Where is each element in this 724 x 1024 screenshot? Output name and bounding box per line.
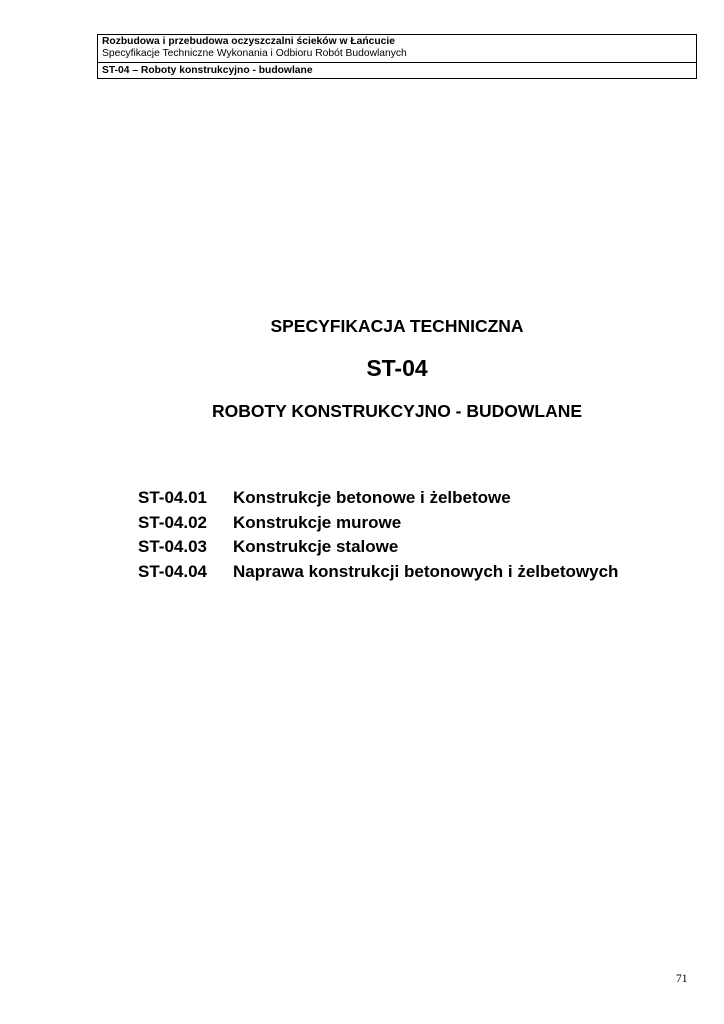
header-top-cell (98, 35, 696, 63)
toc-item (138, 562, 618, 587)
document-header (97, 34, 697, 79)
project-title: Rozbudowa i przebudowa oczyszczalni ścieków w Łańcucie (102, 36, 395, 47)
page-number: 71 (676, 973, 688, 985)
table-of-contents (138, 488, 618, 586)
spec-code: ST-04 (366, 355, 428, 381)
toc-item-title: Konstrukcje stalowe (233, 537, 399, 556)
document-subtitle: Specyfikacje Techniczne Wykonania i Odbioru Robót Budowlanych (102, 48, 407, 59)
section-label: ST-04 – Roboty konstrukcyjno - budowlane (102, 65, 313, 76)
toc-item (138, 513, 618, 538)
toc-item-code: ST-04.04 (138, 561, 207, 581)
toc-item (138, 488, 618, 513)
toc-item-code: ST-04.02 (138, 512, 207, 532)
toc-item-title: Konstrukcje murowe (233, 512, 402, 532)
toc-item-title: Konstrukcje betonowe i żelbetowe (233, 488, 511, 507)
spec-subject: ROBOTY KONSTRUKCYJNO - BUDOWLANE (211, 401, 583, 421)
toc-item-code: ST-04.01 (138, 488, 207, 507)
toc-item (138, 537, 618, 562)
spec-heading: SPECYFIKACJA TECHNICZNA (270, 316, 524, 336)
toc-item-code: ST-04.03 (138, 537, 207, 556)
toc-item-title: Naprawa konstrukcji betonowych i żelbetowych (233, 561, 619, 581)
